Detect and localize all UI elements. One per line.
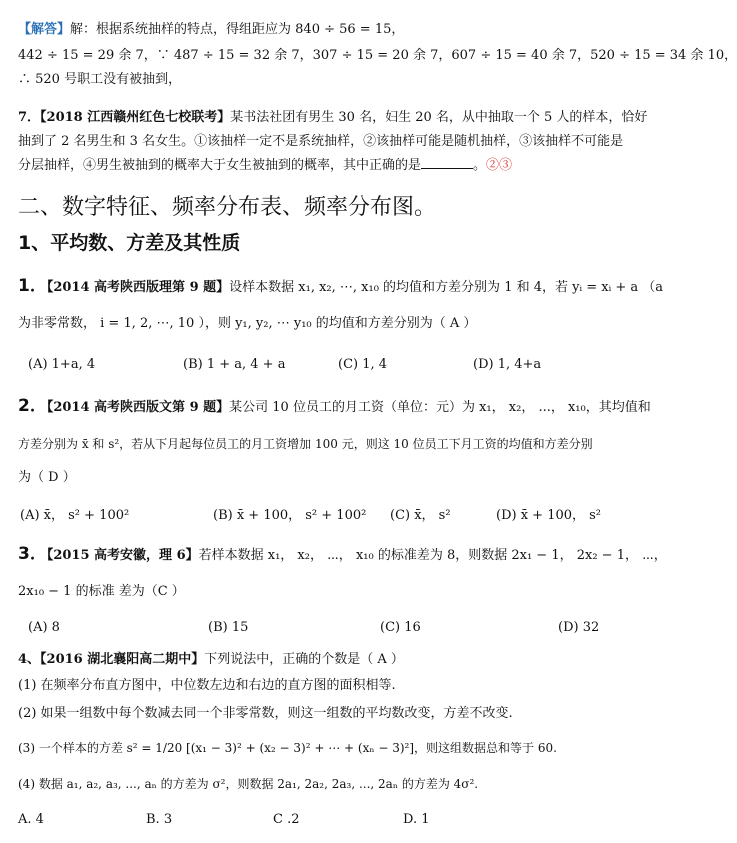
answer-line-1 <box>18 20 630 40</box>
q7-line-3 <box>18 156 630 176</box>
q3-line-1 <box>18 544 667 566</box>
q3-options <box>18 618 630 638</box>
q3-option-d: (D) 32 <box>558 620 600 635</box>
q7-text-1: 某书法社团有男生 30 名，妇生 20 名，从中抽取一个 5 人的样本，恰好 <box>230 110 648 125</box>
q3-text-1: 若样本数据 x₁， x₂， ⋯， x₁₀ 的标准差为 8，则数据 2x₁ − 1， 2x₂ − 1， ⋯， <box>198 548 667 563</box>
q1-option-c: (C) 1, 4 <box>338 357 388 372</box>
answer-line-3: ∴ 520 号职工没有被抽到， <box>18 72 182 87</box>
q2-option-c: (C) x̄， s² <box>390 508 451 523</box>
q4-number: 4、 <box>18 652 41 667</box>
q1-text-1: 设样本数据 x₁, x₂, ⋯, x₁₀ 的均值和方差分别为 1 和 4，若 yᵢ = xᵢ + a （a <box>229 280 663 295</box>
q7-text-3: 分层抽样，④男生被抽到的概率大于女生被抽到的概率，其中正确的是 <box>18 158 422 173</box>
q1-options <box>18 355 630 375</box>
q2-line-1 <box>18 396 651 418</box>
q3-line-2: 2x₁₀ − 1 的标准 差为（C ） <box>18 584 185 599</box>
q3-source: 【2015 高考安徽，理 6】 <box>46 548 199 563</box>
q1-line-2: 为非零常数， i = 1, 2, ⋯, 10 ），则 y₁, y₂, ⋯ y₁₀ 的均值和方差分别为（ A ） <box>18 316 477 331</box>
q7-text-3-end: 。 <box>473 158 487 173</box>
q7-answer-blank <box>421 156 473 169</box>
q7-answer: ②③ <box>486 158 513 173</box>
section-title: 二、数字特征、频率分布表、频率分布图。 <box>18 195 437 220</box>
q4-option-d: D. 1 <box>403 812 430 827</box>
answer-tag: 【解答】 <box>18 22 71 37</box>
q1-line-1 <box>18 276 663 298</box>
q4-item-4: (4) 数据 a₁, a₂, a₃, ..., aₙ 的方差为 σ²，则数据 2a₁, 2a₂, 2a₃, ..., 2aₙ 的方差为 4σ². <box>18 777 479 791</box>
q7-line-1 <box>18 108 648 128</box>
q2-number: 2． <box>18 396 47 416</box>
q4-item-3: (3) 一个样本的方差 s² = 1/20 [(x₁ − 3)² + (x₂ − 3)² + ⋯ + (xₙ − 3)²]，则这组数据总和等于 60. <box>18 741 557 755</box>
q1-option-a: (A) 1+a, 4 <box>28 357 96 372</box>
q1-number: 1． <box>18 276 47 296</box>
q4-option-a: A. 4 <box>18 812 44 827</box>
q2-line-3: 为（ D ） <box>18 470 76 485</box>
q3-option-c: (C) 16 <box>380 620 421 635</box>
q2-source: 【2014 高考陕西版文第 9 题】 <box>46 400 230 415</box>
q4-item-1: (1) 在频率分布直方图中，中位数左边和右边的直方图的面积相等. <box>18 678 396 693</box>
section-subtitle: 1、平均数、方差及其性质 <box>18 232 241 254</box>
q4-options <box>18 810 630 830</box>
q4-item-2: (2) 如果一组数中每个数减去同一个非零常数，则这一组数的平均数改变，方差不改变. <box>18 706 513 721</box>
q1-option-d: (D) 1, 4+a <box>473 357 542 372</box>
q4-line-1 <box>18 650 630 670</box>
q1-option-b: (B) 1 + a, 4 + a <box>183 357 286 372</box>
q2-line-2: 方差分别为 x̄ 和 s²，若从下月起每位员工的月工资增加 100 元，则这 10 位员工下月工资的均值和方差分别 <box>18 437 593 451</box>
q3-option-a: (A) 8 <box>28 620 60 635</box>
q2-options <box>18 506 630 526</box>
q4-option-c: C .2 <box>273 812 300 827</box>
q7-source: 【2018 江西赣州红色七校联考】 <box>40 110 231 125</box>
q3-option-b: (B) 15 <box>208 620 249 635</box>
q4-stem: 下列说法中，正确的个数是（ A ） <box>204 652 404 667</box>
q2-text-1: 某公司 10 位员工的月工资（单位：元）为 x₁， x₂， ...， x₁₀，其均值和 <box>229 400 651 415</box>
answer-text-1: 解：根据系统抽样的特点，得组距应为 840 ÷ 56 = 15， <box>70 22 405 37</box>
q7-line-2: 抽到了 2 名男生和 3 名女生。①该抽样一定不是系统抽样，②该抽样可能是随机抽样，③该抽样不可能是 <box>18 134 624 149</box>
q2-option-d: (D) x̄ + 100， s² <box>496 508 602 523</box>
q3-number: 3． <box>18 544 47 564</box>
q4-source: 【2016 湖北襄阳高二期中】 <box>40 652 205 667</box>
q2-option-a: (A) x̄， s² + 100² <box>20 508 130 523</box>
q2-option-b: (B) x̄ + 100， s² + 100² <box>213 508 367 523</box>
q4-option-b: B. 3 <box>146 812 173 827</box>
q1-source: 【2014 高考陕西版理第 9 题】 <box>46 280 230 295</box>
answer-line-2: 442 ÷ 15 = 29 余 7，∵ 487 ÷ 15 = 32 余 7，307 ÷ 15 = 20 余 7，607 ÷ 15 = 40 余 7，520 ÷ 15 = 34 余 10， <box>18 48 737 63</box>
q7-number: 7． <box>18 110 41 125</box>
